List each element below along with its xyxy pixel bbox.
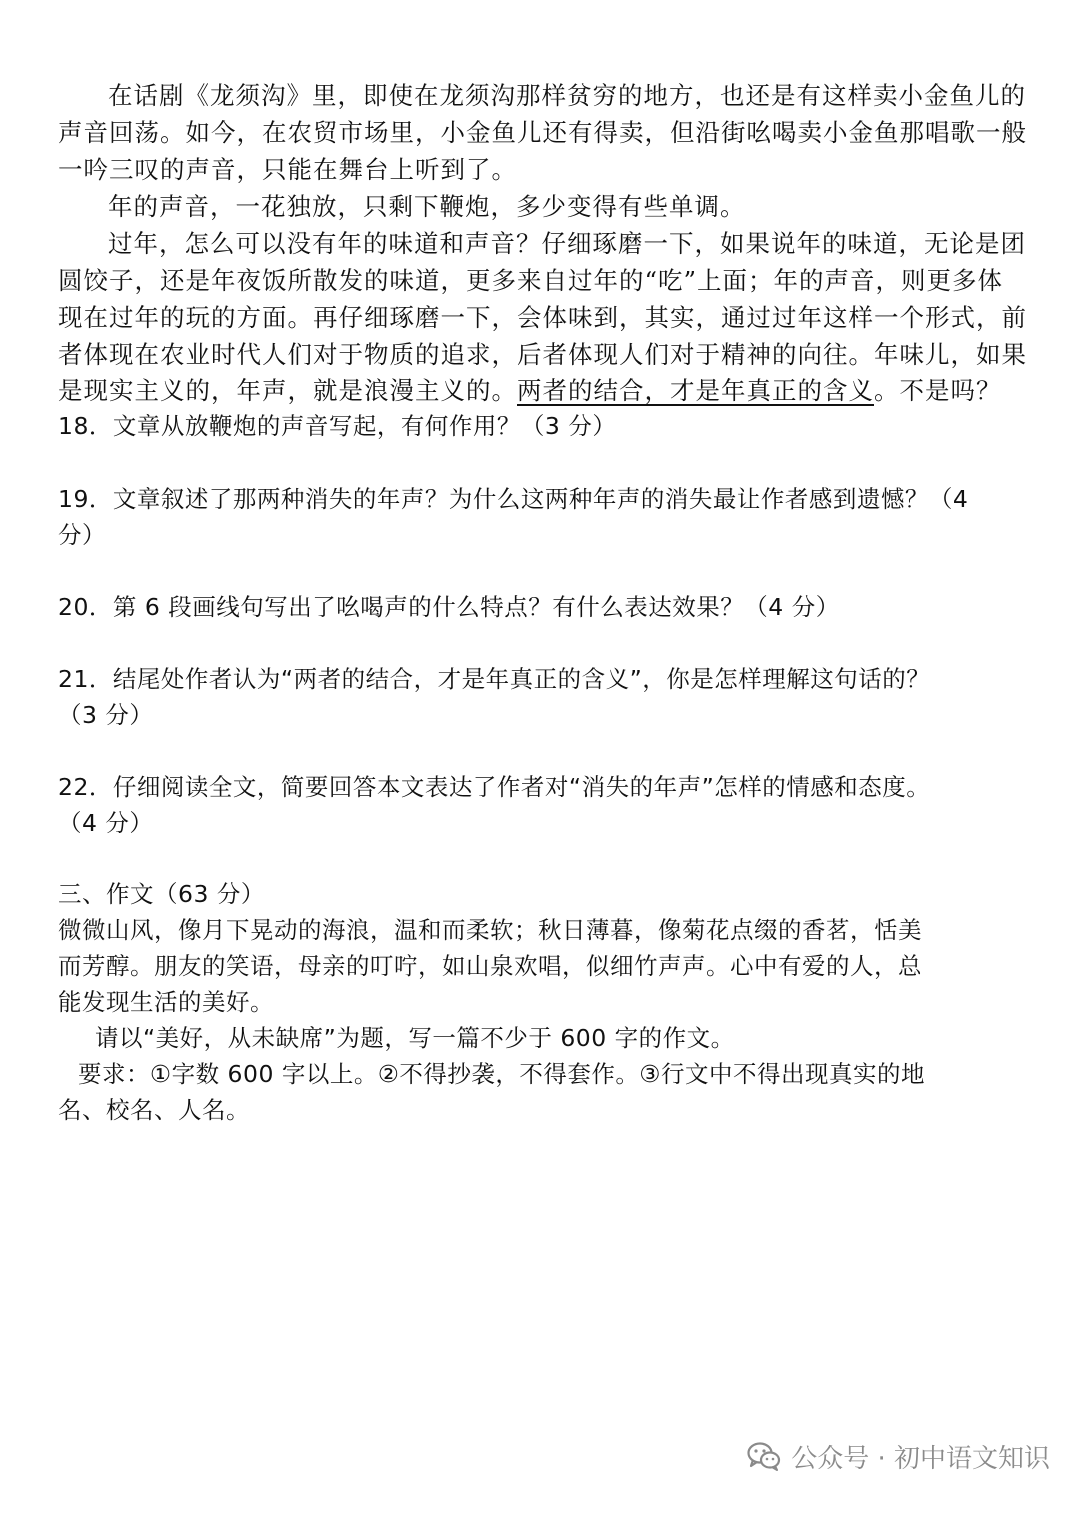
question-22-cont: （4 分） xyxy=(58,809,154,837)
passage-line: 圆饺子，还是年夜饭所散发的味道，更多来自过年的“吃”上面；年的声音，则更多体 xyxy=(58,266,1004,295)
essay-prompt: 请以“美好，从未缺席”为题，写一篇不少于 600 字的作文。 xyxy=(95,1024,735,1052)
passage-line: 过年，怎么可以没有年的味道和声音？仔细琢磨一下，如果说年的味道，无论是团 xyxy=(108,229,1026,258)
essay-requirements-cont: 名、校名、人名。 xyxy=(58,1096,250,1124)
passage-line xyxy=(58,373,1028,409)
passage-line: 现在过年的玩的方面。再仔细琢磨一下，会体味到，其实，通过过年这样一个形式，前 xyxy=(58,303,1027,332)
passage-line: 年的声音，一花独放，只剩下鞭炮，多少变得有些单调。 xyxy=(108,192,746,221)
watermark xyxy=(747,1432,1050,1480)
passage-line: 一吟三叹的声音，只能在舞台上听到了。 xyxy=(58,155,517,184)
question-21-cont: （3 分） xyxy=(58,701,154,729)
passage-line: 在话剧《龙须沟》里，即使在龙须沟那样贫穷的地方，也还是有这样卖小金鱼儿的 xyxy=(108,81,1026,110)
essay-heading: 三、作文（63 分） xyxy=(58,880,265,908)
underlined-sentence: 两者的结合，才是年真正的含义 xyxy=(517,376,874,405)
watermark-text: 公众号 · 初中语文知识 xyxy=(791,1443,1050,1474)
wechat-icon xyxy=(747,1441,781,1471)
essay-material: 而芳醇。朋友的笑语，母亲的叮咛，如山泉欢唱，似细竹声声。心中有爱的人，总 xyxy=(58,952,922,980)
question-20: 20．第 6 段画线句写出了吆喝声的什么特点？有什么表达效果？（4 分） xyxy=(58,593,840,621)
essay-requirements: 要求：①字数 600 字以上。②不得抄袭，不得套作。③行文中不得出现真实的地 xyxy=(78,1060,925,1088)
question-22: 22．仔细阅读全文，简要回答本文表达了作者对“消失的年声”怎样的情感和态度。 xyxy=(58,773,931,801)
question-19-cont: 分） xyxy=(58,521,106,549)
essay-material: 微微山风，像月下晃动的海浪，温和而柔软；秋日薄暮，像菊花点缀的香茗，恬美 xyxy=(58,916,922,944)
question-18: 18．文章从放鞭炮的声音写起，有何作用？（3 分） xyxy=(58,412,617,440)
essay-material: 能发现生活的美好。 xyxy=(58,988,274,1016)
passage-line: 声音回荡。如今，在农贸市场里，小金鱼儿还有得卖，但沿街吆喝卖小金鱼那唱歌一般 xyxy=(58,118,1027,147)
passage-line: 者体现在农业时代人们对于物质的追求，后者体现人们对于精神的向往。年味儿，如果 xyxy=(58,340,1027,369)
question-21: 21．结尾处作者认为“两者的结合，才是年真正的含义”，你是怎样理解这句话的？ xyxy=(58,665,931,693)
question-19: 19．文章叙述了那两种消失的年声？为什么这两种年声的消失最让作者感到遗憾？（4 xyxy=(58,485,969,513)
passage-text: 是现实主义的，年声，就是浪漫主义的。 xyxy=(58,376,517,405)
passage-text: 。不是吗？ xyxy=(874,376,1002,405)
